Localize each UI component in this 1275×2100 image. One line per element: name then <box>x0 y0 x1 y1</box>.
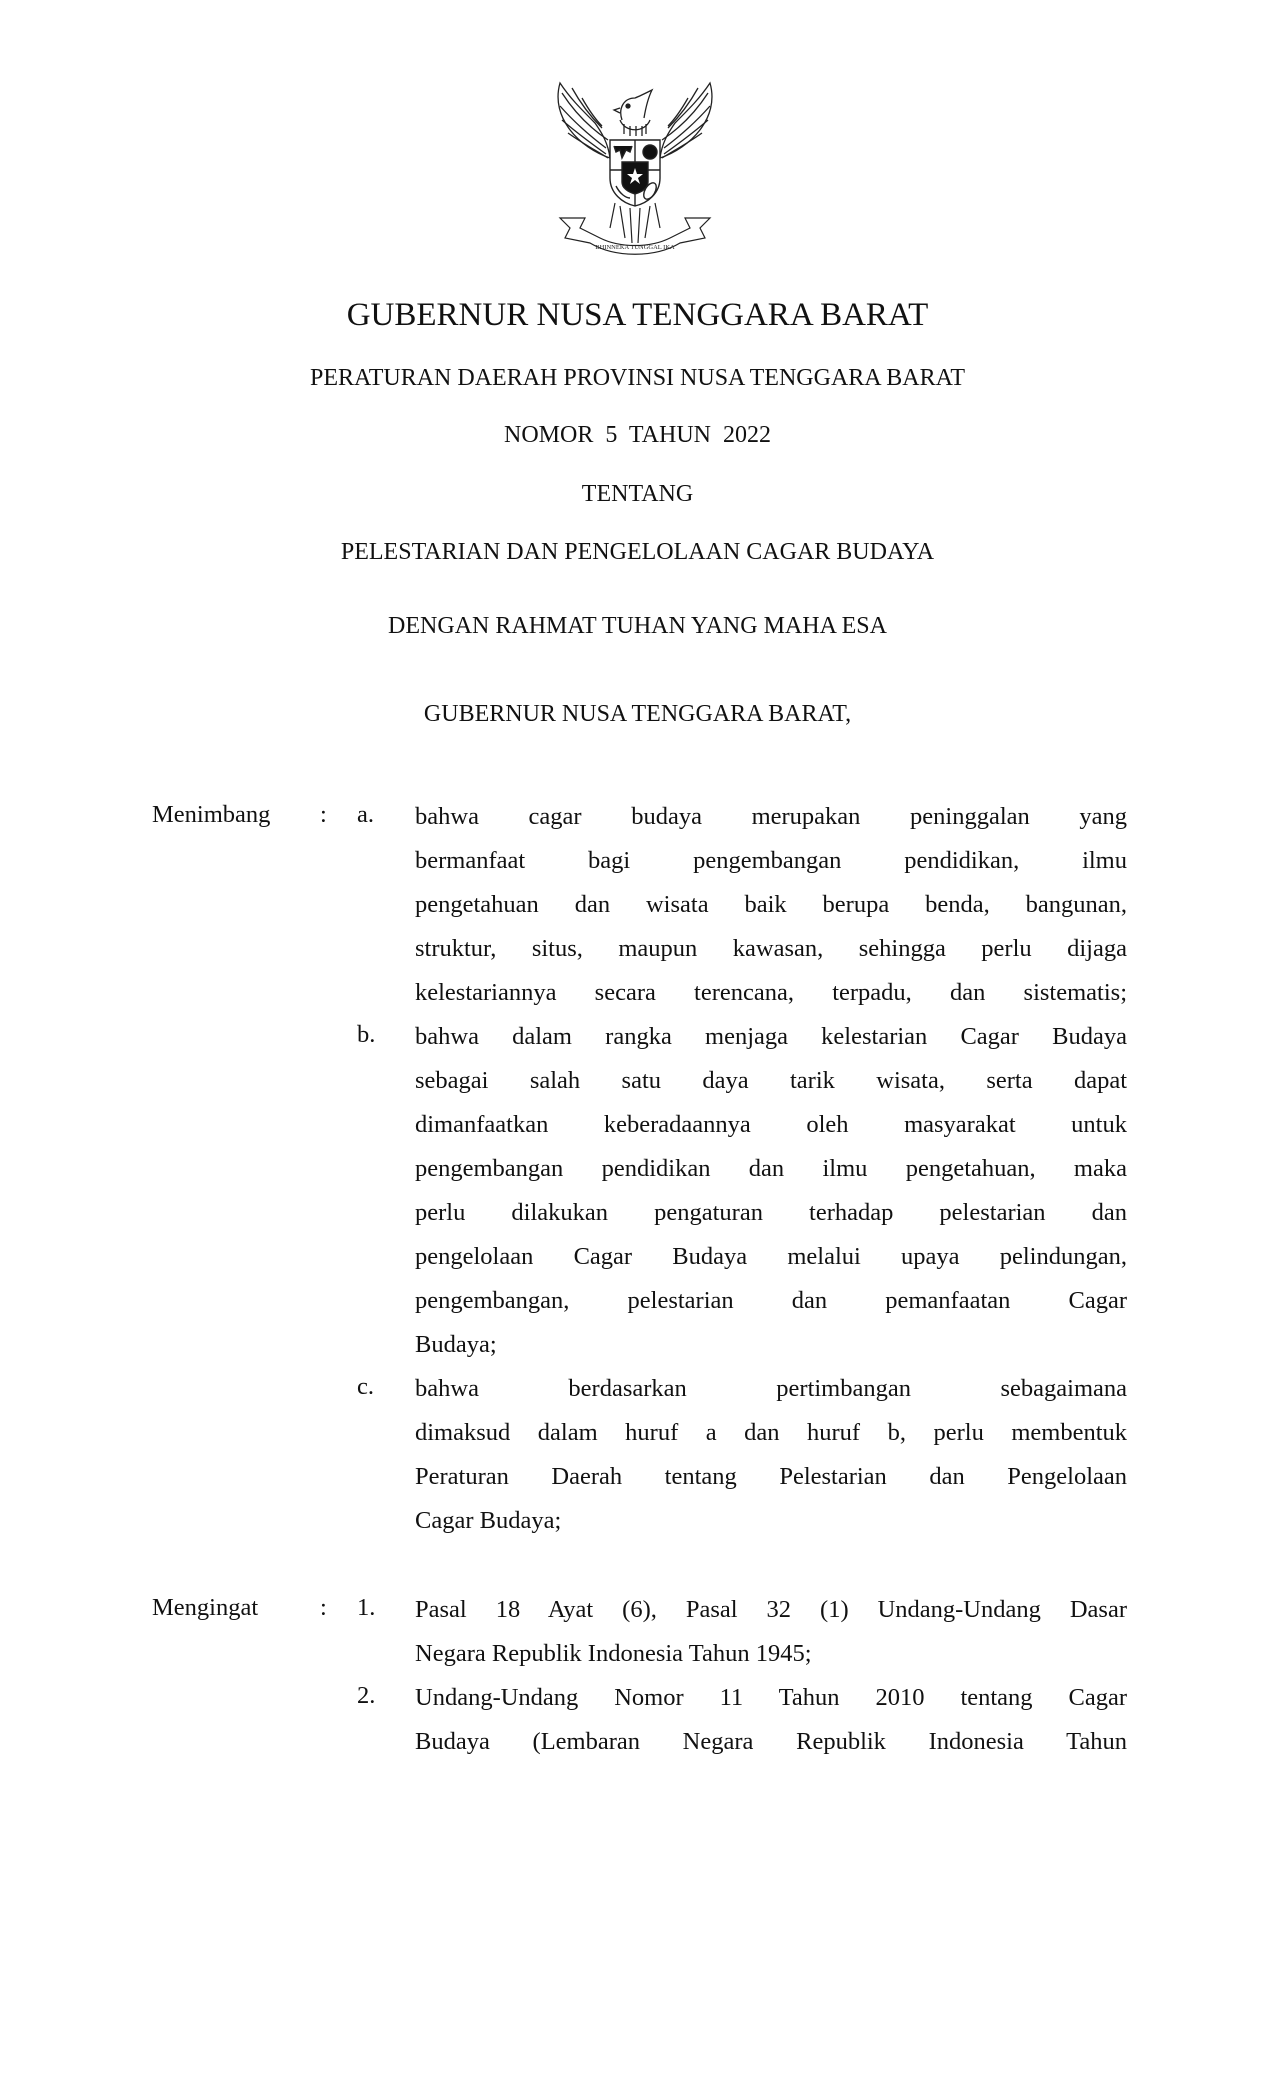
item-text-line: bahwa cagar budaya merupakan peninggalan yang <box>415 803 1127 830</box>
menimbang-colon: : <box>320 801 327 828</box>
menimbang-label: Menimbang <box>152 801 271 828</box>
svg-text:BHINNEKA TUNGGAL IKA: BHINNEKA TUNGGAL IKA <box>595 244 675 251</box>
about-heading: TENTANG <box>581 481 694 507</box>
mengingat-label: Mengingat <box>152 1594 259 1621</box>
item-marker: c. <box>357 1373 374 1400</box>
item-text-line: sebagai salah satu daya tarik wisata, serta dapat <box>415 1067 1127 1094</box>
item-text-line: Budaya (Lembaran Negara Republik Indonesia Tahun <box>415 1728 1127 1755</box>
item-text-line: bahwa dalam rangka menjaga kelestarian Cagar Budaya <box>415 1023 1127 1050</box>
subject-heading: PELESTARIAN DAN PENGELOLAAN CAGAR BUDAYA <box>340 539 935 565</box>
item-text-line: pengembangan, pelestarian dan pemanfaatan Cagar <box>415 1287 1127 1314</box>
item-text-line: dimaksud dalam huruf a dan huruf b, perlu membentuk <box>415 1419 1127 1446</box>
item-text-line: pengelolaan Cagar Budaya melalui upaya pelindungan, <box>415 1243 1127 1270</box>
item-text-line: Pasal 18 Ayat (6), Pasal 32 (1) Undang-Undang Dasar <box>415 1596 1127 1623</box>
item-marker: b. <box>357 1021 376 1048</box>
regulation-heading: PERATURAN DAERAH PROVINSI NUSA TENGGARA BARAT <box>310 365 965 391</box>
item-text-line: bermanfaat bagi pengembangan pendidikan, ilmu <box>415 847 1127 874</box>
issuer-heading: GUBERNUR NUSA TENGGARA BARAT, <box>423 701 852 727</box>
item-marker: a. <box>357 801 374 828</box>
regulation-number: NOMOR 5 TAHUN 2022 <box>504 422 771 448</box>
item-text-line: Cagar Budaya; <box>415 1507 562 1534</box>
item-text-line: pengetahuan dan wisata baik berupa benda, bangunan, <box>415 891 1127 918</box>
garuda-pancasila-emblem <box>540 78 730 273</box>
item-text-line: bahwa berdasarkan pertimbangan sebagaimana <box>415 1375 1127 1402</box>
item-marker: 1. <box>357 1594 376 1621</box>
item-text-line: Budaya; <box>415 1331 497 1358</box>
item-text-line: Peraturan Daerah tentang Pelestarian dan Pengelolaan <box>415 1463 1127 1490</box>
item-text-line: kelestariannya secara terencana, terpadu, dan sistematis; <box>415 979 1127 1006</box>
item-marker: 2. <box>357 1682 376 1709</box>
item-text-line: perlu dilakukan pengaturan terhadap pelestarian dan <box>415 1199 1127 1226</box>
document-title: GUBERNUR NUSA TENGGARA BARAT <box>346 297 929 333</box>
item-text-line: Negara Republik Indonesia Tahun 1945; <box>415 1640 812 1667</box>
mengingat-colon: : <box>320 1594 327 1621</box>
item-text-line: Undang-Undang Nomor 11 Tahun 2010 tentang Cagar <box>415 1684 1127 1711</box>
blessing-heading: DENGAN RAHMAT TUHAN YANG MAHA ESA <box>388 613 887 639</box>
item-text-line: struktur, situs, maupun kawasan, sehingga perlu dijaga <box>415 935 1127 962</box>
item-text-line: dimanfaatkan keberadaannya oleh masyarakat untuk <box>415 1111 1127 1138</box>
item-text-line: pengembangan pendidikan dan ilmu pengetahuan, maka <box>415 1155 1127 1182</box>
